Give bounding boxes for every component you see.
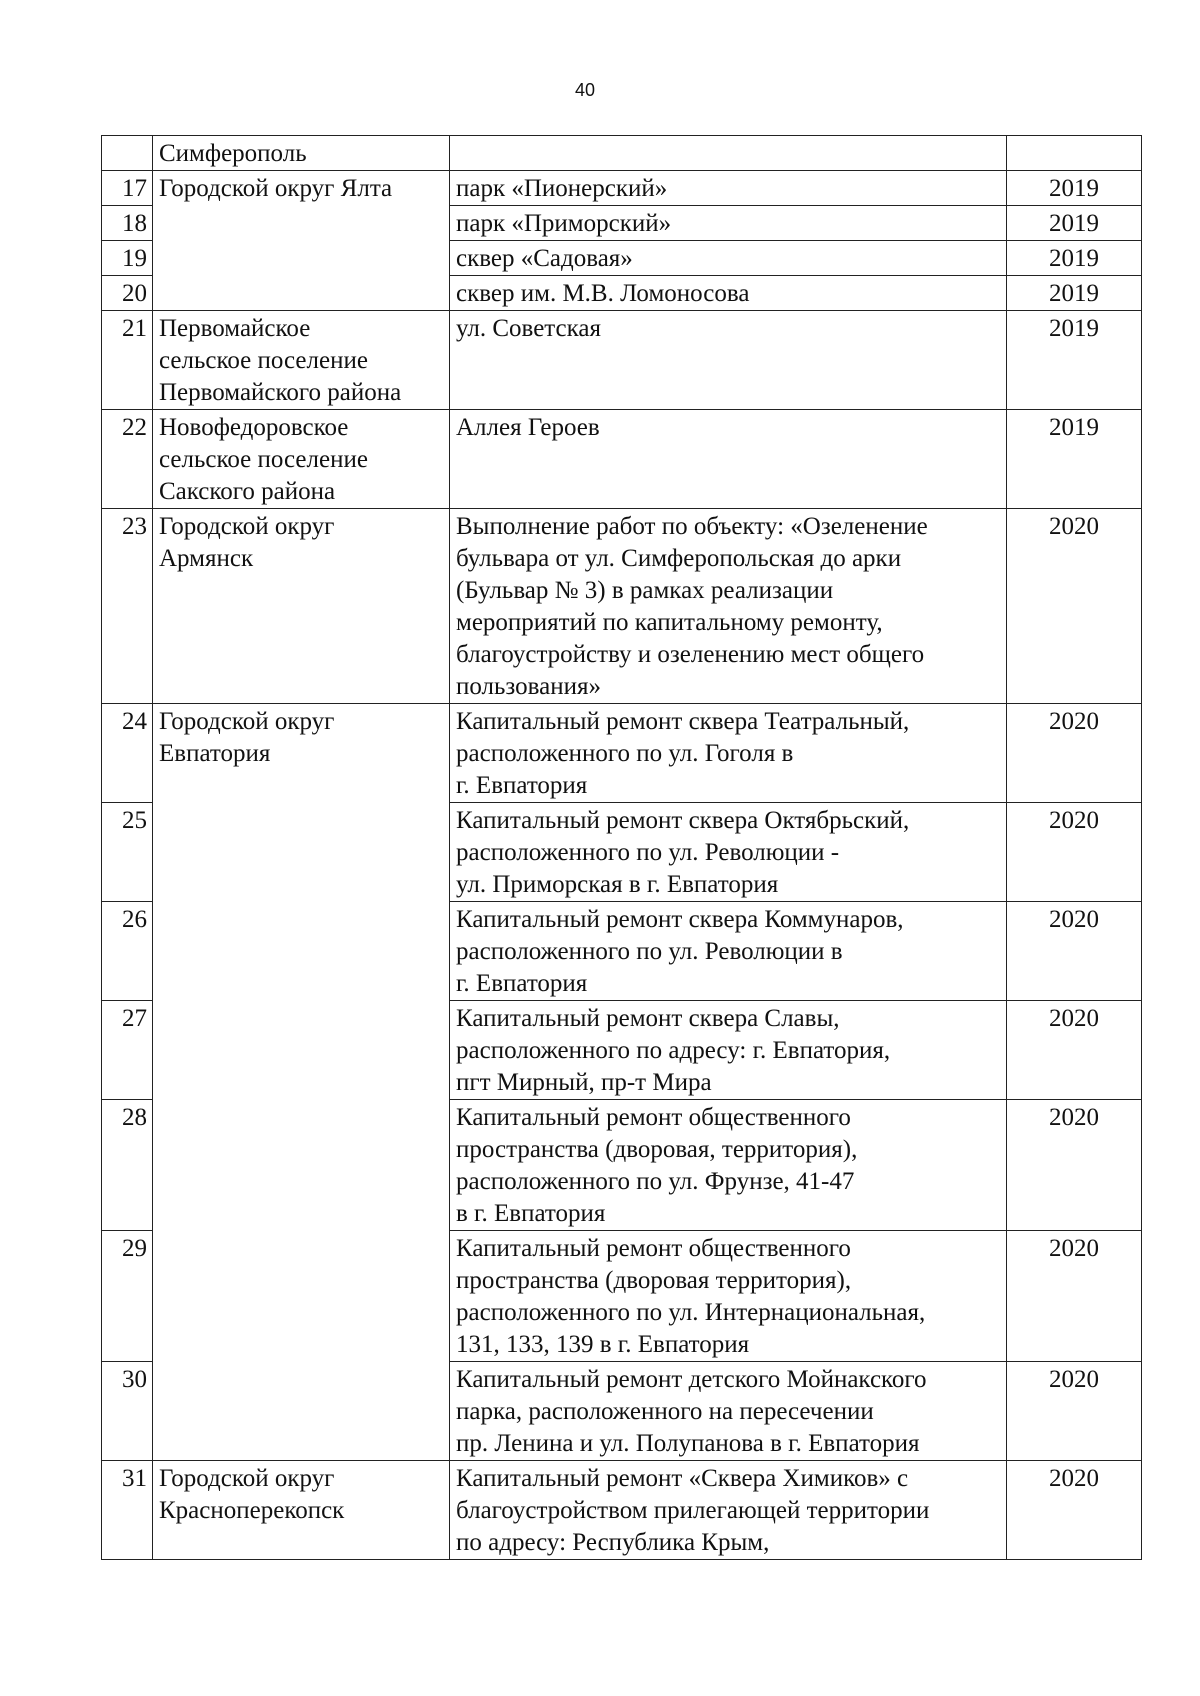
- year-cell: 2019: [1007, 311, 1142, 410]
- row-number: 20: [102, 276, 153, 311]
- year-cell: 2020: [1007, 803, 1142, 902]
- table-row: [102, 171, 1142, 206]
- row-number: 27: [102, 1001, 153, 1100]
- object-cell: Капитальный ремонт детского Мойнакского парка, расположенного на пересечении пр. Ленина и ул. Полупанова в г. Евпатория: [450, 1362, 1007, 1461]
- year-cell: 2019: [1007, 276, 1142, 311]
- year-cell: 2020: [1007, 1001, 1142, 1100]
- object-cell: Капитальный ремонт сквера Театральный, расположенного по ул. Гоголя в г. Евпатория: [450, 704, 1007, 803]
- row-number: 30: [102, 1362, 153, 1461]
- table-row: [102, 311, 1142, 410]
- page-number: 40: [574, 80, 596, 100]
- object-cell: сквер им. М.В. Ломоносова: [450, 276, 1007, 311]
- year-cell: 2020: [1007, 704, 1142, 803]
- row-number: 29: [102, 1231, 153, 1362]
- row-number: 23: [102, 509, 153, 704]
- municipality-cell: Симферополь: [153, 136, 450, 171]
- year-cell: 2020: [1007, 1100, 1142, 1231]
- table-row: [102, 410, 1142, 509]
- year-cell: 2020: [1007, 1362, 1142, 1461]
- year-cell: 2020: [1007, 509, 1142, 704]
- object-cell: парк «Приморский»: [450, 206, 1007, 241]
- object-cell: Капитальный ремонт общественного пространства (дворовая территория), расположенного по ул. Интернациональная, 131, 133, 139 в г. Евпатория: [450, 1231, 1007, 1362]
- row-number: 31: [102, 1461, 153, 1560]
- objects-table: [101, 135, 1142, 1560]
- year-cell: 2019: [1007, 241, 1142, 276]
- year-cell: 2019: [1007, 171, 1142, 206]
- row-number: 24: [102, 704, 153, 803]
- row-number: 21: [102, 311, 153, 410]
- year-cell: 2019: [1007, 206, 1142, 241]
- row-number: 25: [102, 803, 153, 902]
- row-number: 28: [102, 1100, 153, 1231]
- object-cell: парк «Пионерский»: [450, 171, 1007, 206]
- municipality-cell: Городской округ Армянск: [153, 509, 450, 704]
- object-cell: Капитальный ремонт сквера Коммунаров, расположенного по ул. Революции в г. Евпатория: [450, 902, 1007, 1001]
- table-row: [102, 1461, 1142, 1560]
- object-cell: [450, 136, 1007, 171]
- row-number: 26: [102, 902, 153, 1001]
- object-cell: сквер «Садовая»: [450, 241, 1007, 276]
- year-cell: 2020: [1007, 902, 1142, 1001]
- row-number: 18: [102, 206, 153, 241]
- row-number: 17: [102, 171, 153, 206]
- year-cell: 2020: [1007, 1231, 1142, 1362]
- municipality-cell: Новофедоровское сельское поселение Сакского района: [153, 410, 450, 509]
- object-cell: Капитальный ремонт общественного пространства (дворовая, территория), расположенного по ул. Фрунзе, 41-47 в г. Евпатория: [450, 1100, 1007, 1231]
- object-cell: Аллея Героев: [450, 410, 1007, 509]
- municipality-cell: Городской округ Ялта: [153, 171, 450, 311]
- year-cell: [1007, 136, 1142, 171]
- object-cell: ул. Советская: [450, 311, 1007, 410]
- year-cell: 2020: [1007, 1461, 1142, 1560]
- table-row: [102, 136, 1142, 171]
- row-number: 22: [102, 410, 153, 509]
- municipality-cell: Городской округ Красноперекопск: [153, 1461, 450, 1560]
- year-cell: 2019: [1007, 410, 1142, 509]
- object-cell: Капитальный ремонт сквера Славы, расположенного по адресу: г. Евпатория, пгт Мирный, пр-т Мира: [450, 1001, 1007, 1100]
- object-cell: Капитальный ремонт «Сквера Химиков» с благоустройством прилегающей территории по адресу: Республика Крым,: [450, 1461, 1007, 1560]
- object-cell: Капитальный ремонт сквера Октябрьский, расположенного по ул. Революции - ул. Приморская в г. Евпатория: [450, 803, 1007, 902]
- table-row: [102, 509, 1142, 704]
- table-row: [102, 704, 1142, 803]
- municipality-cell: Первомайское сельское поселение Первомайского района: [153, 311, 450, 410]
- object-cell: Выполнение работ по объекту: «Озеленение бульвара от ул. Симферопольская до арки (Бульвар № 3) в рамках реализации мероприятий по капитальному ремонту, благоустройству и озеленению мест общего пользования»: [450, 509, 1007, 704]
- row-number: 19: [102, 241, 153, 276]
- municipality-cell: Городской округ Евпатория: [153, 704, 450, 1461]
- row-number: [102, 136, 153, 171]
